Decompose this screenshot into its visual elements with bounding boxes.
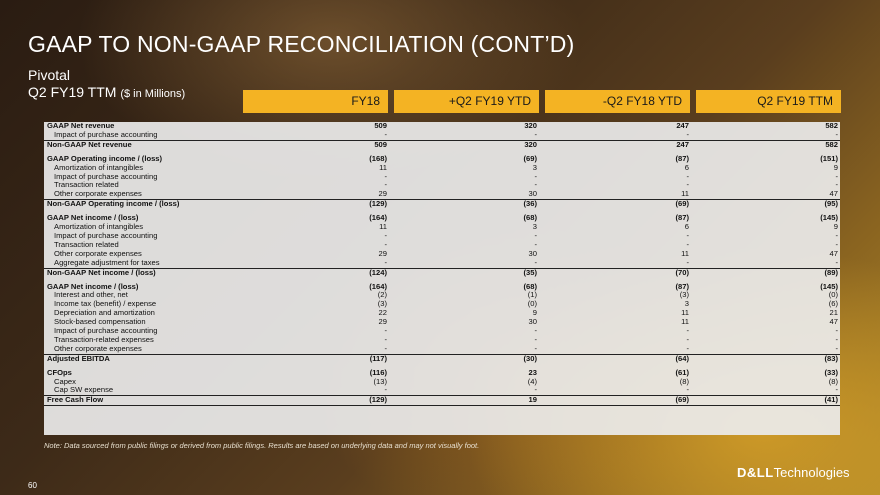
- value-cell: 3: [532, 162, 537, 172]
- value-cell: 6: [684, 222, 689, 232]
- row-label: Impact of purchase accounting: [54, 129, 158, 139]
- value-cell: -: [686, 171, 689, 181]
- value-cell: 47: [829, 189, 838, 199]
- row-label: Transaction-related expenses: [54, 334, 154, 344]
- value-cell: -: [835, 334, 838, 344]
- value-cell: -: [384, 129, 387, 139]
- row-label: Interest and other, net: [54, 290, 128, 300]
- value-cell: -: [835, 385, 838, 395]
- value-cell: (0): [828, 290, 838, 300]
- value-cell: (87): [675, 153, 689, 163]
- value-cell: (4): [527, 376, 537, 386]
- value-cell: (6): [828, 299, 838, 309]
- value-cell: (3): [679, 290, 689, 300]
- table-row: [44, 232, 840, 241]
- row-label: Stock-based compensation: [54, 317, 146, 327]
- subtitle-period-label: Q2 FY19 TTM: [28, 84, 117, 100]
- value-cell: 320: [387, 140, 537, 149]
- value-cell: 19: [387, 396, 537, 406]
- row-label: Cap SW expense: [54, 385, 114, 395]
- value-cell: -: [686, 129, 689, 139]
- value-cell: -: [686, 326, 689, 336]
- value-cell: -: [835, 230, 838, 240]
- value-cell: (0): [527, 299, 537, 309]
- value-cell: -: [384, 239, 387, 249]
- row-label: Free Cash Flow: [44, 396, 298, 406]
- table-row: [44, 122, 840, 131]
- row-label: GAAP Net income / (loss): [47, 281, 139, 291]
- value-cell: (8): [679, 376, 689, 386]
- value-cell: 247: [537, 140, 689, 149]
- table-row: [44, 318, 840, 327]
- value-cell: -: [534, 230, 537, 240]
- value-cell: 582: [825, 121, 838, 130]
- row-label: Non-GAAP Operating income / (loss): [44, 200, 298, 209]
- table-row: [44, 131, 840, 140]
- row-label: GAAP Net revenue: [47, 121, 115, 130]
- value-cell: 3: [684, 299, 689, 309]
- value-cell: (164): [369, 213, 387, 223]
- value-cell: (95): [689, 200, 840, 209]
- value-cell: 247: [676, 121, 689, 130]
- value-cell: -: [384, 180, 387, 190]
- value-cell: 11: [681, 248, 689, 258]
- table-row: [44, 200, 840, 209]
- row-label: Aggregate adjustment for taxes: [54, 257, 160, 267]
- table-row: [44, 345, 840, 354]
- row-label: CFOps: [47, 367, 72, 377]
- value-cell: 9: [833, 222, 838, 232]
- value-cell: -: [534, 334, 537, 344]
- value-cell: (70): [537, 268, 689, 277]
- table-row: [44, 378, 840, 387]
- table-row: [44, 369, 840, 378]
- value-cell: 11: [379, 222, 387, 232]
- value-cell: 30: [528, 317, 537, 327]
- value-cell: 9: [833, 162, 838, 172]
- value-cell: -: [686, 180, 689, 190]
- table-row: [44, 173, 840, 182]
- table-row: [44, 309, 840, 318]
- value-cell: (1): [527, 290, 537, 300]
- value-cell: 23: [528, 367, 537, 377]
- value-cell: -: [384, 171, 387, 181]
- table-row: [44, 181, 840, 190]
- table-row: [44, 354, 840, 363]
- value-cell: (68): [523, 281, 537, 291]
- value-cell: -: [384, 385, 387, 395]
- value-cell: (69): [537, 396, 689, 406]
- value-cell: -: [686, 257, 689, 267]
- value-cell: -: [835, 326, 838, 336]
- table-row: [44, 155, 840, 164]
- value-cell: -: [534, 257, 537, 267]
- value-cell: -: [534, 343, 537, 353]
- table-row: [44, 396, 840, 406]
- value-cell: (151): [820, 153, 838, 163]
- value-cell: (64): [537, 354, 689, 363]
- value-cell: (168): [369, 153, 387, 163]
- value-cell: (13): [373, 376, 387, 386]
- table-row: [44, 268, 840, 277]
- value-cell: (83): [689, 354, 840, 363]
- table-row: [44, 283, 840, 292]
- row-label: Income tax (benefit) / expense: [54, 299, 157, 309]
- value-cell: -: [534, 239, 537, 249]
- table-row: [44, 250, 840, 259]
- value-cell: -: [686, 239, 689, 249]
- value-cell: -: [686, 230, 689, 240]
- table-row: [44, 214, 840, 223]
- logo-suffix: Technologies: [773, 465, 850, 480]
- value-cell: 47: [829, 248, 838, 258]
- table-row: [44, 327, 840, 336]
- table-row: [44, 140, 840, 149]
- value-cell: (61): [675, 367, 689, 377]
- value-cell: (69): [523, 153, 537, 163]
- table-row: [44, 259, 840, 268]
- value-cell: 6: [684, 162, 689, 172]
- row-label: Amortization of intangibles: [54, 162, 144, 172]
- value-cell: -: [686, 385, 689, 395]
- value-cell: 29: [378, 248, 387, 258]
- table-row: [44, 223, 840, 232]
- value-cell: -: [835, 343, 838, 353]
- value-cell: (116): [369, 367, 387, 377]
- value-cell: -: [384, 257, 387, 267]
- table-row: [44, 386, 840, 395]
- value-cell: -: [534, 326, 537, 336]
- value-cell: 11: [681, 189, 689, 199]
- value-cell: 30: [528, 189, 537, 199]
- dell-technologies-logo: [737, 465, 850, 480]
- row-label: Non-GAAP Net revenue: [44, 140, 298, 149]
- value-cell: -: [384, 343, 387, 353]
- value-cell: -: [686, 334, 689, 344]
- value-cell: (2): [377, 290, 387, 300]
- value-cell: 22: [378, 308, 387, 318]
- value-cell: 9: [532, 308, 537, 318]
- reconciliation-table: [44, 122, 840, 435]
- value-cell: (3): [377, 299, 387, 309]
- value-cell: -: [835, 129, 838, 139]
- value-cell: (69): [537, 200, 689, 209]
- subtitle-unit: ($ in Millions): [120, 88, 186, 100]
- value-cell: (124): [298, 268, 387, 277]
- value-cell: -: [534, 180, 537, 190]
- value-cell: (129): [298, 396, 387, 406]
- value-cell: (41): [689, 396, 840, 406]
- value-cell: -: [384, 334, 387, 344]
- value-cell: -: [384, 326, 387, 336]
- value-cell: -: [686, 343, 689, 353]
- column-header-q2fy19-ytd: +Q2 FY19 YTD: [394, 90, 539, 113]
- value-cell: (87): [675, 281, 689, 291]
- value-cell: -: [534, 385, 537, 395]
- value-cell: 21: [829, 308, 838, 318]
- logo-brand: D&LL: [737, 465, 774, 480]
- value-cell: -: [835, 239, 838, 249]
- table-row: [44, 300, 840, 309]
- row-label: Transaction related: [54, 180, 119, 190]
- value-cell: -: [534, 129, 537, 139]
- column-header-fy18: FY18: [243, 90, 388, 113]
- table-row: [44, 241, 840, 250]
- row-label: Capex: [54, 376, 76, 386]
- page-title: GAAP TO NON-GAAP RECONCILIATION (CONT’D): [28, 31, 575, 57]
- value-cell: 47: [829, 317, 838, 327]
- row-label: Transaction related: [54, 239, 119, 249]
- table-row: [44, 291, 840, 300]
- table-row: [44, 164, 840, 173]
- row-label: Amortization of intangibles: [54, 222, 144, 232]
- value-cell: (129): [298, 200, 387, 209]
- row-label: Impact of purchase accounting: [54, 230, 158, 240]
- value-cell: (89): [689, 268, 840, 277]
- value-cell: (145): [820, 281, 838, 291]
- subtitle: [28, 67, 185, 103]
- value-cell: -: [835, 257, 838, 267]
- value-cell: 29: [378, 189, 387, 199]
- row-label: GAAP Operating income / (loss): [47, 153, 163, 163]
- row-label: Other corporate expenses: [54, 248, 142, 258]
- value-cell: (8): [828, 376, 838, 386]
- value-cell: (30): [387, 354, 537, 363]
- footnote: Note: Data sourced from public filings or derived from public filings. Results are based on underlying data and may not visually foot.: [44, 441, 480, 450]
- value-cell: 509: [298, 140, 387, 149]
- value-cell: (36): [387, 200, 537, 209]
- column-header-q2fy19-ttm: Q2 FY19 TTM: [696, 90, 841, 113]
- row-label: Adjusted EBITDA: [44, 354, 298, 363]
- value-cell: (35): [387, 268, 537, 277]
- column-header-q2fy18-ytd: -Q2 FY18 YTD: [545, 90, 690, 113]
- value-cell: (87): [675, 213, 689, 223]
- row-label: Impact of purchase accounting: [54, 326, 158, 336]
- value-cell: 11: [681, 308, 689, 318]
- value-cell: (164): [369, 281, 387, 291]
- subtitle-period: [28, 84, 185, 103]
- value-cell: -: [534, 171, 537, 181]
- value-cell: (33): [824, 367, 838, 377]
- row-label: Impact of purchase accounting: [54, 171, 158, 181]
- value-cell: 320: [524, 121, 537, 130]
- row-label: Other corporate expenses: [54, 343, 142, 353]
- subtitle-company: Pivotal: [28, 67, 71, 83]
- value-cell: (117): [298, 354, 387, 363]
- value-cell: -: [384, 230, 387, 240]
- value-cell: 582: [689, 140, 840, 149]
- reconciliation-grid: [44, 122, 840, 406]
- value-cell: (68): [523, 213, 537, 223]
- value-cell: (145): [820, 213, 838, 223]
- table-row: [44, 336, 840, 345]
- row-label: Other corporate expenses: [54, 189, 142, 199]
- value-cell: 11: [379, 162, 387, 172]
- table-body: [44, 122, 840, 406]
- row-label: Depreciation and amortization: [54, 308, 155, 318]
- value-cell: -: [835, 171, 838, 181]
- value-cell: -: [835, 180, 838, 190]
- row-label: Non-GAAP Net income / (loss): [44, 268, 298, 277]
- row-label: GAAP Net income / (loss): [47, 213, 139, 223]
- value-cell: 509: [374, 121, 387, 130]
- value-cell: 3: [532, 222, 537, 232]
- page-number: 60: [28, 481, 37, 490]
- value-cell: 11: [681, 317, 689, 327]
- value-cell: 30: [528, 248, 537, 258]
- value-cell: 29: [378, 317, 387, 327]
